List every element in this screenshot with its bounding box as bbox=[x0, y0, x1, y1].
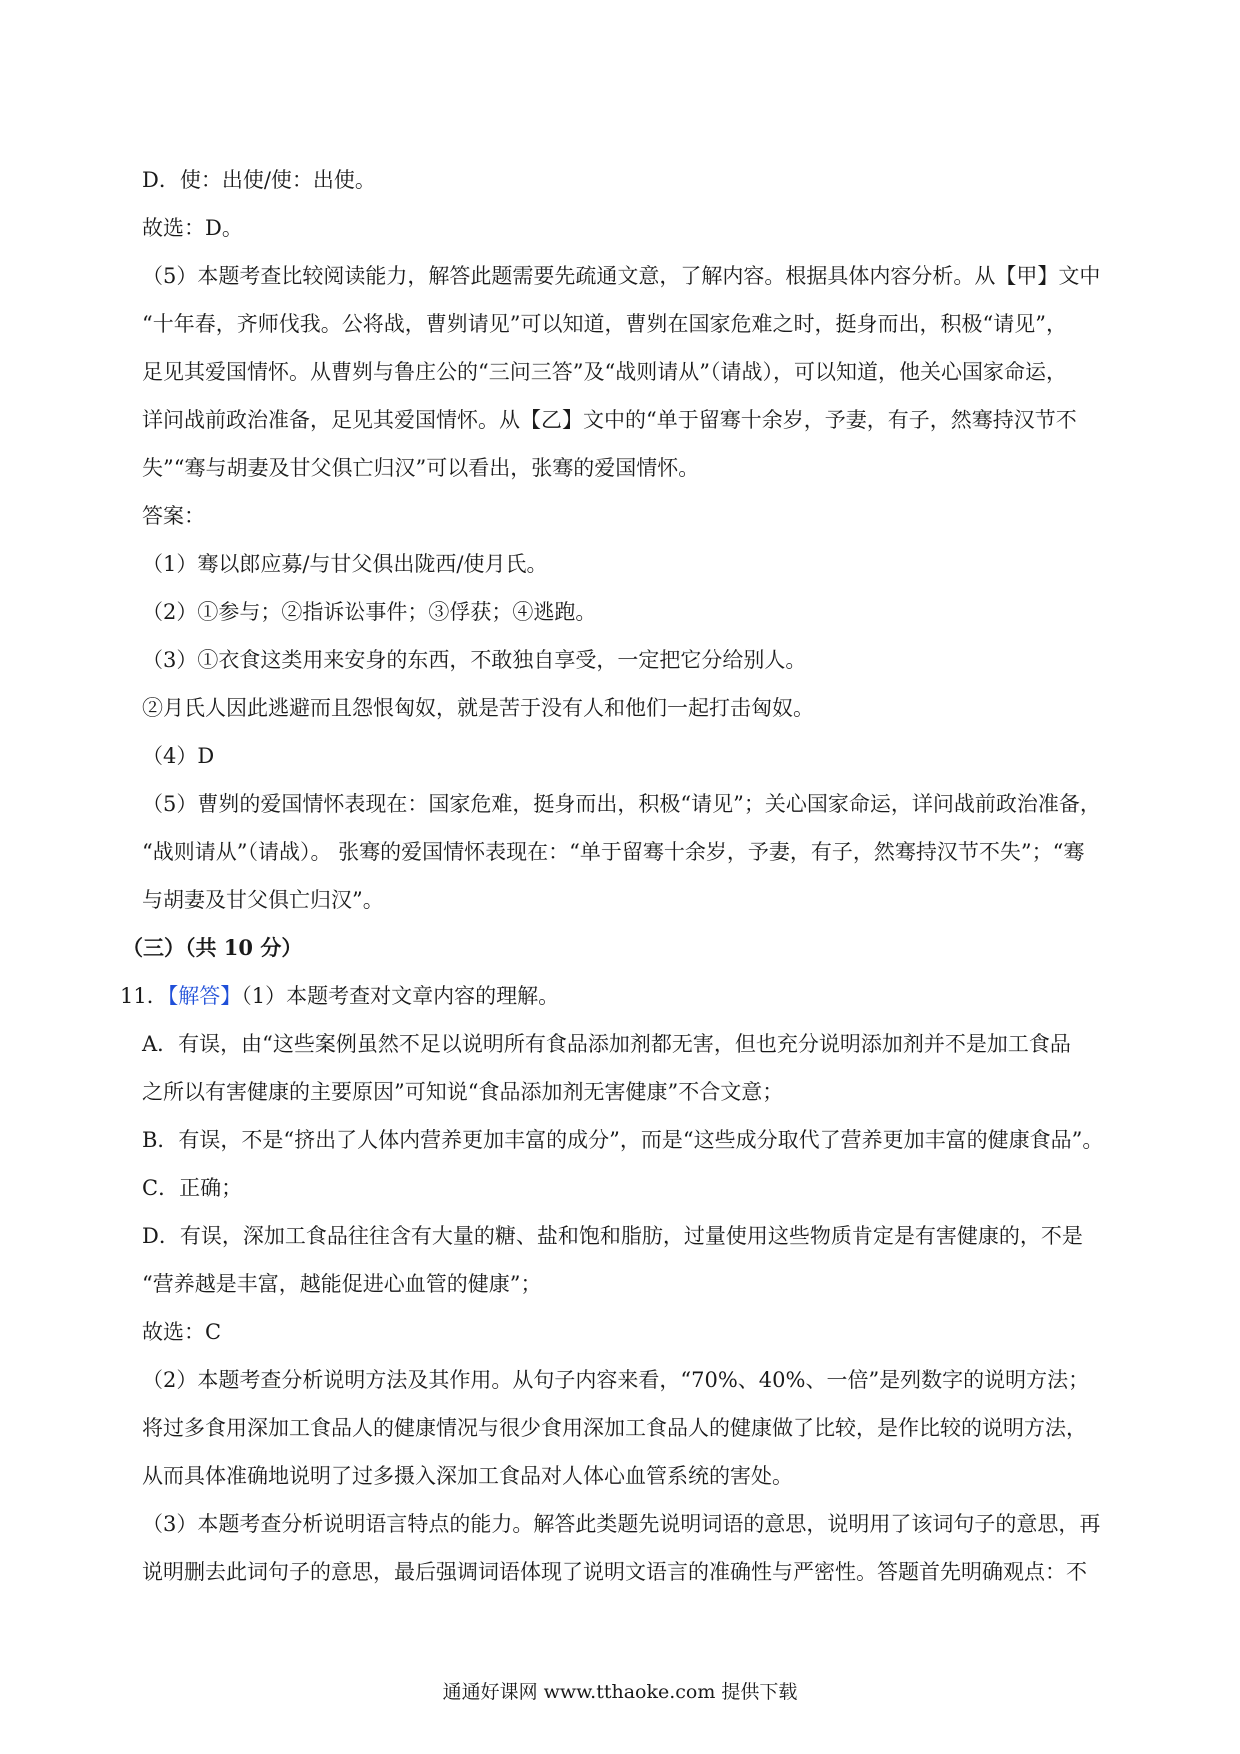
text-line: “十年春，齐师伐我。公将战，曹刿请见”可以知道，曹刿在国家危难之时，挺身而出，积极“请见”， bbox=[142, 312, 1067, 336]
text-line: 故选：C bbox=[142, 1320, 222, 1344]
text-line: 与胡妻及甘父俱亡归汉”。 bbox=[142, 888, 384, 912]
text-line: 从而具体准确地说明了过多摄入深加工食品对人体心血管系统的害处。 bbox=[142, 1464, 793, 1488]
answer-item: ②月氏人因此逃避而且怨恨匈奴，就是苦于没有人和他们一起打击匈奴。 bbox=[142, 696, 814, 720]
question-text: （1）本题考查对文章内容的理解。 bbox=[241, 984, 560, 1008]
text-line: （2）本题考查分析说明方法及其作用。从句子内容来看，“70%、40%、一倍”是列数字的说明方法； bbox=[142, 1368, 1090, 1392]
text-line: 将过多食用深加工食品人的健康情况与很少食用深加工食品人的健康做了比较，是作比较的说明方法， bbox=[142, 1416, 1087, 1440]
question-11 bbox=[120, 972, 1132, 1020]
text-line: C．正确； bbox=[142, 1176, 243, 1200]
text-line: （3）本题考查分析说明语言特点的能力。解答此类题先说明词语的意思，说明用了该词句子的意思，再 bbox=[142, 1512, 1101, 1536]
text-line: “战则请从”（请战）。 张骞的爱国情怀表现在：“单于留骞十余岁，予妻，有子，然骞持汉节不失”；“骞 bbox=[142, 840, 1085, 864]
text-line: D．使：出使/使：出使。 bbox=[142, 168, 376, 192]
text-line: 足见其爱国情怀。从曹刿与鲁庄公的“三问三答”及“战则请从”（请战），可以知道，他关心国家命运， bbox=[142, 360, 1067, 384]
answer-item: （1）骞以郎应募/与甘父俱出陇西/使月氏。 bbox=[142, 552, 548, 576]
question-number: 11． bbox=[120, 984, 168, 1008]
text-line: 说明删去此词句子的意思，最后强调词语体现了说明文语言的准确性与严密性。答题首先明确观点：不 bbox=[142, 1560, 1087, 1584]
text-line: 之所以有害健康的主要原因”可知说“食品添加剂无害健康”不合文意； bbox=[142, 1080, 784, 1104]
text-line: 故选：D。 bbox=[142, 216, 243, 240]
text-line: （5）本题考查比较阅读能力，解答此题需要先疏通文意，了解内容。根据具体内容分析。从【甲】文中 bbox=[142, 264, 1101, 288]
text-line: 失”“骞与胡妻及甘父俱亡归汉”可以看出，张骞的爱国情怀。 bbox=[142, 456, 700, 480]
text-line: D．有误，深加工食品往往含有大量的糖、盐和饱和脂肪，过量使用这些物质肯定是有害健康的，不是 bbox=[142, 1224, 1083, 1248]
answer-item: （2）①参与；②指诉讼事件；③俘获；④逃跑。 bbox=[142, 600, 597, 624]
answer-item: （3）①衣食这类用来安身的东西，不敢独自享受，一定把它分给别人。 bbox=[142, 648, 807, 672]
answer-item: （5）曹刿的爱国情怀表现在：国家危难，挺身而出，积极“请见”；关心国家命运，详问战前政治准备， bbox=[142, 792, 1101, 816]
text-line: B．有误，不是“挤出了人体内营养更加丰富的成分”，而是“这些成分取代了营养更加丰富的健康食品”。 bbox=[142, 1128, 1104, 1152]
page-footer: 通通好课网 www.tthaoke.com 提供下载 bbox=[442, 1681, 798, 1703]
text-line: A．有误，由“这些案例虽然不足以说明所有食品添加剂都无害，但也充分说明添加剂并不是加工食品 bbox=[142, 1032, 1071, 1056]
answer-tag: 【解答】 bbox=[167, 984, 242, 1008]
section-heading: （三）（共 10 分） bbox=[122, 935, 303, 960]
answer-item: （4）D bbox=[142, 744, 215, 768]
page-body bbox=[120, 156, 1132, 1596]
text-line: 详问战前政治准备，足见其爱国情怀。从【乙】文中的“单于留骞十余岁，予妻，有子，然骞持汉节不 bbox=[142, 408, 1077, 432]
answer-label: 答案： bbox=[142, 504, 205, 528]
text-line: “营养越是丰富，越能促进心血管的健康”； bbox=[142, 1272, 542, 1296]
